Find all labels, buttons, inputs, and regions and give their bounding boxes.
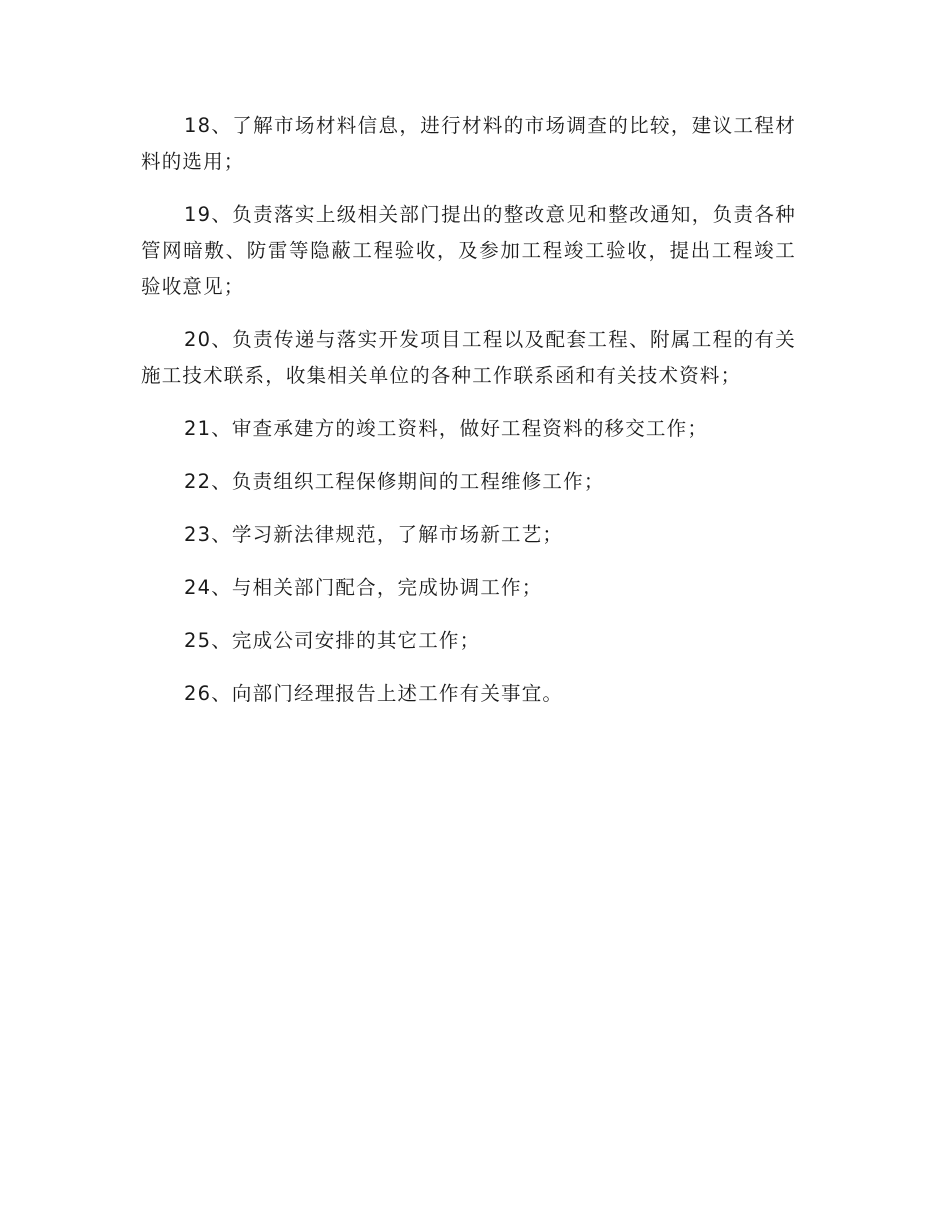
paragraph-23: 23、学习新法律规范，了解市场新工艺； [184,523,564,546]
paragraph-18: 18、了解市场材料信息，进行材料的市场调查的比较，建议工程材料的选用； [141,114,796,173]
paragraph-20: 20、负责传递与落实开发项目工程以及配套工程、附属工程的有关施工技术联系，收集相关单位的各种工作联系函和有关技术资料； [141,328,796,387]
paragraph-25: 25、完成公司安排的其它工作； [184,629,481,652]
document-body [141,108,796,729]
paragraph-19: 19、负责落实上级相关部门提出的整改意见和整改通知，负责各种管网暗敷、防雷等隐蔽工程验收，及参加工程竣工验收，提出工程竣工验收意见； [141,203,796,298]
paragraph-21: 21、审查承建方的竣工资料，做好工程资料的移交工作； [184,417,709,440]
paragraph-24: 24、与相关部门配合，完成协调工作； [184,576,543,599]
paragraph-22: 22、负责组织工程保修期间的工程维修工作； [184,470,605,493]
paragraph-26: 26、向部门经理报告上述工作有关事宜。 [184,682,564,705]
